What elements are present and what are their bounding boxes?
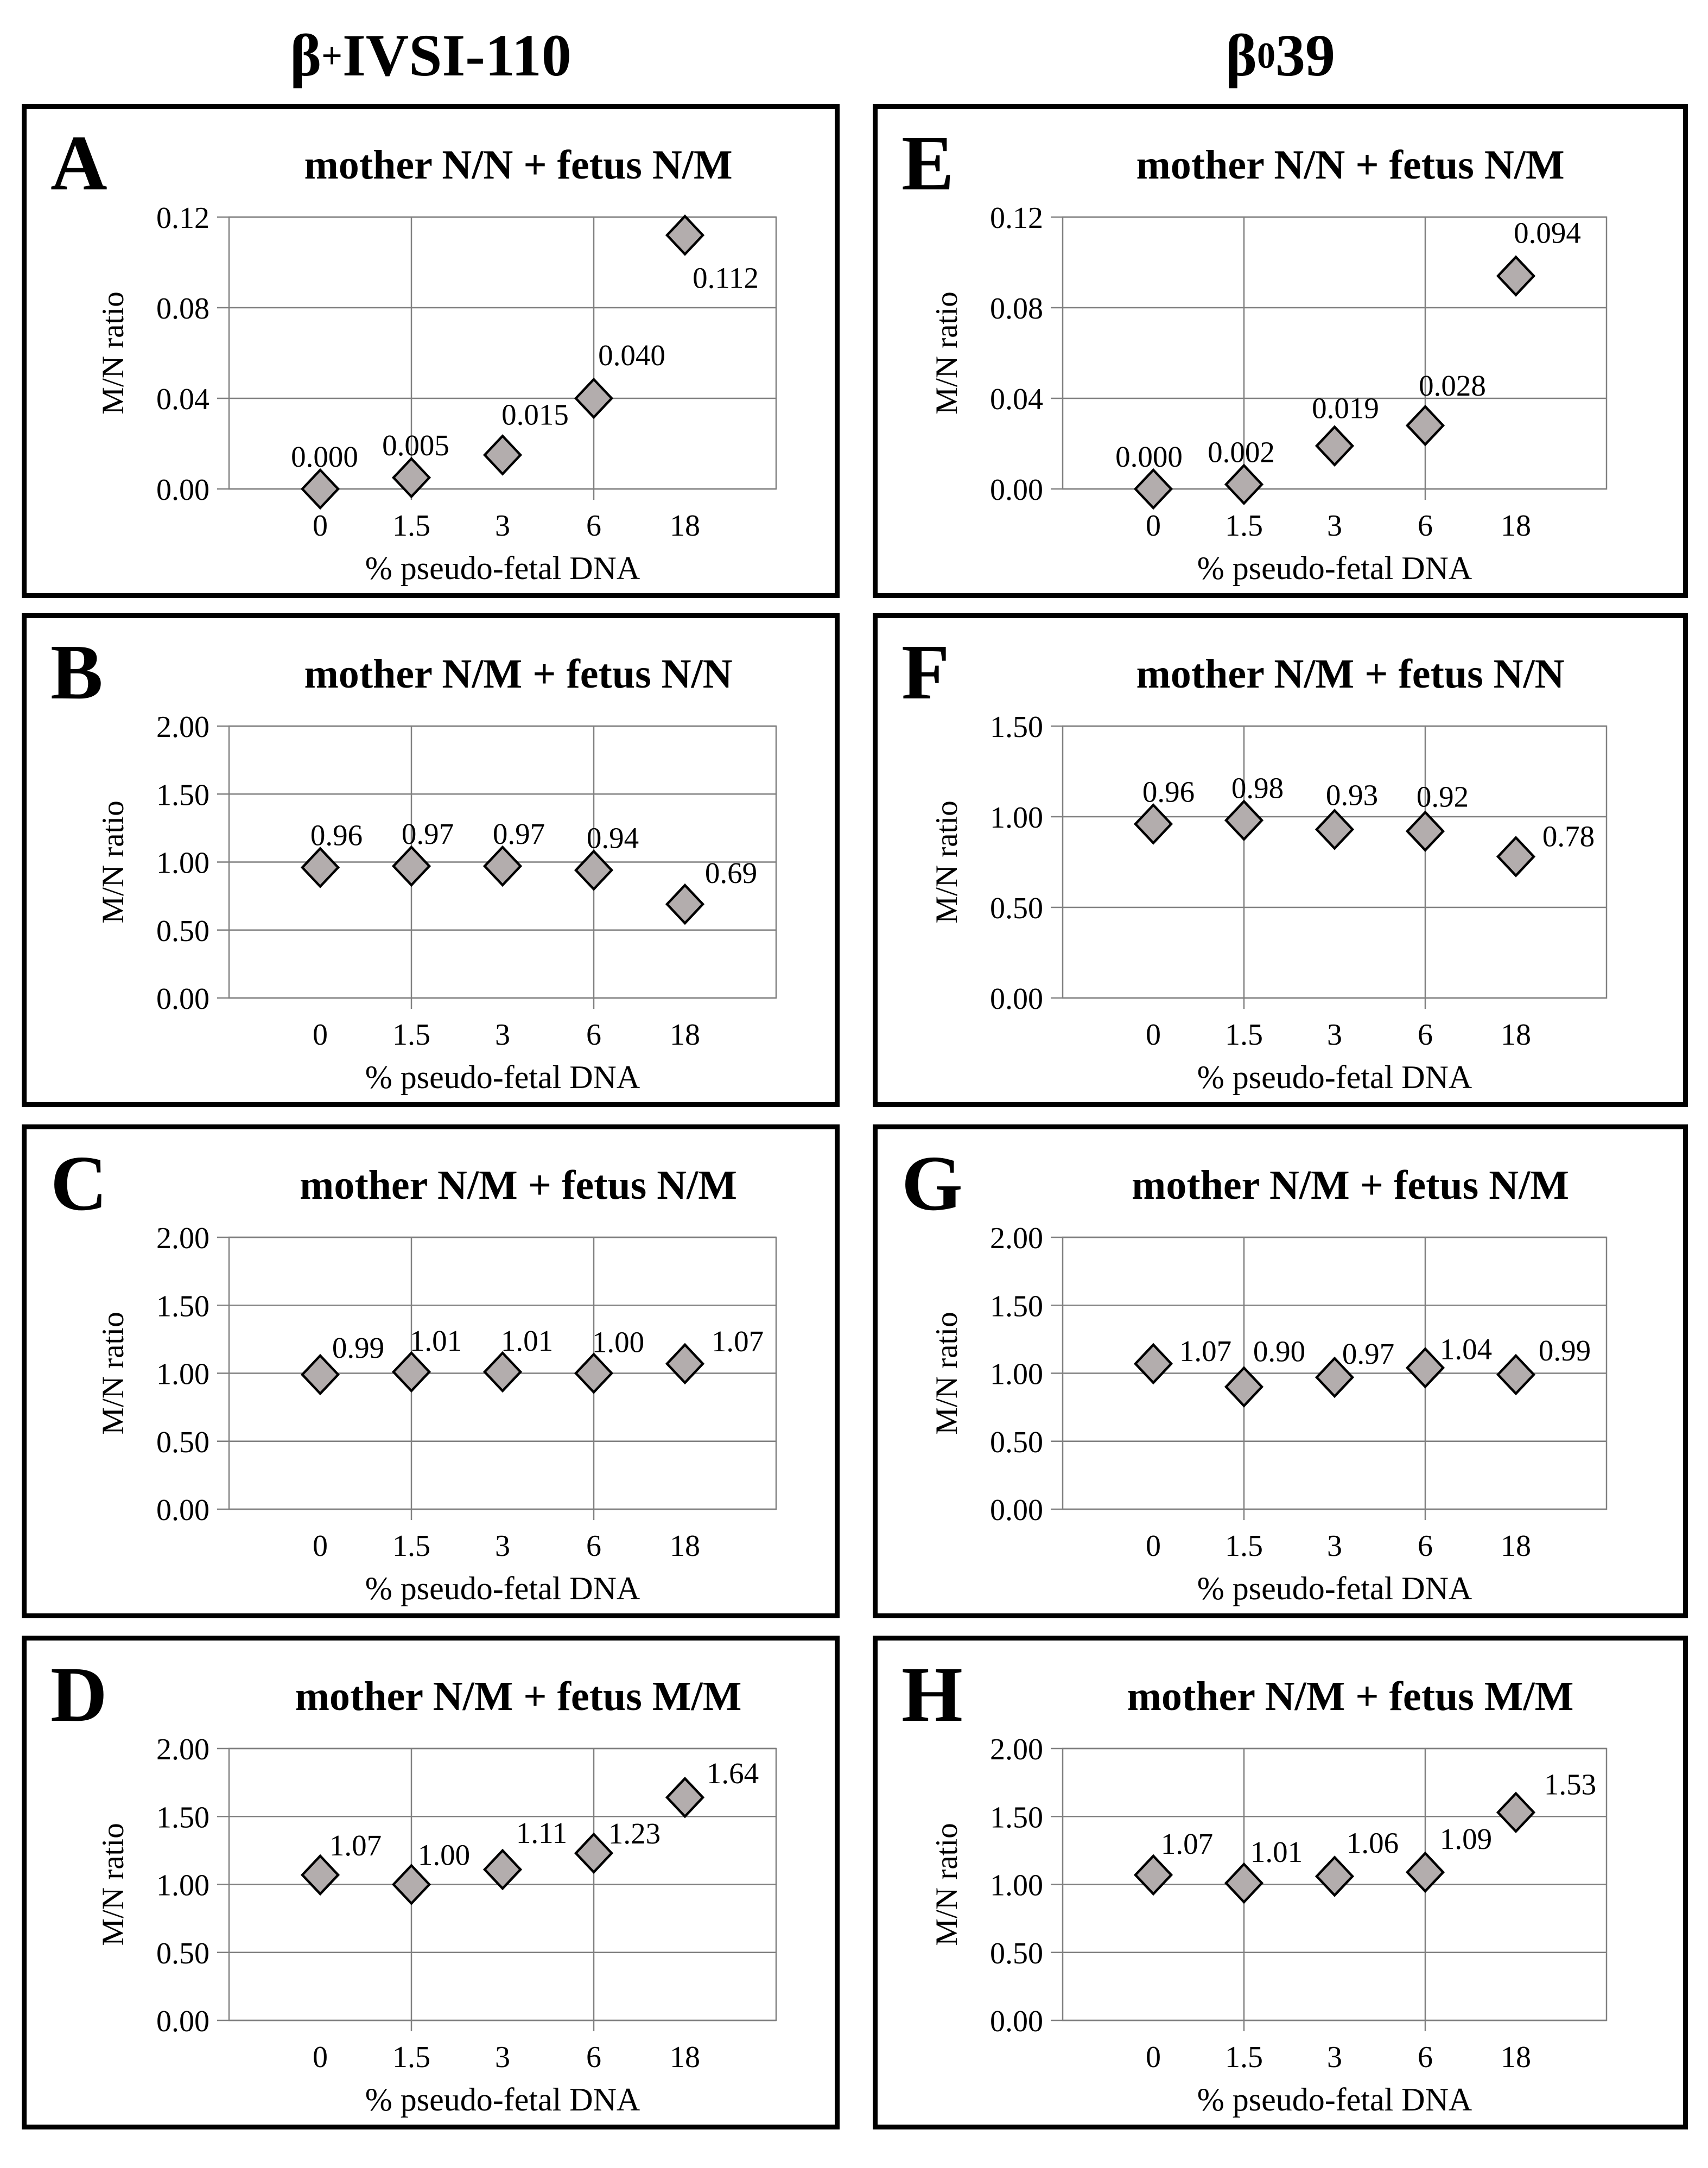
panel-letter: D xyxy=(50,1651,107,1738)
panel-title: mother N/M + fetus N/M xyxy=(300,1162,737,1208)
data-point-label: 0.028 xyxy=(1419,369,1486,403)
data-point-label: 0.99 xyxy=(332,1331,385,1365)
x-tick-label: 6 xyxy=(1418,509,1433,543)
panel-G xyxy=(873,1124,1688,1618)
x-axis-title: % pseudo-fetal DNA xyxy=(1197,2082,1472,2118)
plot-group xyxy=(930,710,1607,1095)
x-axis-title: % pseudo-fetal DNA xyxy=(365,2082,640,2118)
beta-symbol: β xyxy=(1225,22,1257,88)
data-point-label: 1.07 xyxy=(329,1828,382,1862)
data-point-diamond xyxy=(1226,802,1262,840)
data-point-label: 0.019 xyxy=(1312,391,1379,425)
data-point-diamond xyxy=(485,1851,520,1889)
x-tick-label: 6 xyxy=(586,1018,601,1052)
x-tick-label: 0 xyxy=(1146,1529,1161,1563)
data-point-label: 0.094 xyxy=(1514,216,1581,250)
data-point-diamond xyxy=(667,216,703,254)
x-axis-title: % pseudo-fetal DNA xyxy=(1197,1571,1472,1606)
data-point-diamond xyxy=(1407,1349,1443,1387)
y-tick-label: 0.50 xyxy=(156,914,209,948)
y-tick-label: 0.00 xyxy=(990,1493,1043,1527)
y-tick-label: 2.00 xyxy=(990,1222,1043,1255)
x-tick-label: 6 xyxy=(1418,1529,1433,1563)
y-tick-label: 0.00 xyxy=(990,2005,1043,2038)
chart-A xyxy=(27,109,835,593)
y-tick-label: 0.50 xyxy=(156,1425,209,1459)
data-point-label: 0.96 xyxy=(1142,775,1195,809)
data-point-label: 0.040 xyxy=(598,339,665,372)
x-tick-label: 0 xyxy=(1146,2040,1161,2074)
chart-F xyxy=(878,618,1683,1102)
data-point-label: 1.01 xyxy=(1250,1835,1303,1868)
x-tick-label: 0 xyxy=(1146,509,1161,543)
data-point-diamond xyxy=(393,847,429,885)
y-tick-label: 1.50 xyxy=(990,1289,1043,1324)
data-point-diamond xyxy=(576,851,612,889)
data-point-label: 1.11 xyxy=(516,1816,568,1849)
x-axis-title: % pseudo-fetal DNA xyxy=(365,550,640,586)
plot-group xyxy=(930,201,1607,586)
x-tick-label: 1.5 xyxy=(1225,2040,1263,2074)
y-tick-label: 1.00 xyxy=(990,801,1043,835)
data-point-diamond xyxy=(1135,1856,1171,1894)
x-tick-label: 0 xyxy=(313,2040,328,2074)
data-point-label: 0.015 xyxy=(501,398,569,431)
data-point-diamond xyxy=(1407,406,1443,444)
chart-B xyxy=(27,618,835,1102)
data-point-diamond xyxy=(1498,1356,1534,1394)
x-tick-label: 1.5 xyxy=(1225,509,1263,543)
y-axis-title: M/N ratio xyxy=(930,291,964,415)
y-tick-label: 2.00 xyxy=(990,1733,1043,1766)
x-tick-label: 3 xyxy=(495,2040,510,2074)
y-axis-title: M/N ratio xyxy=(96,1823,130,1946)
y-tick-label: 0.08 xyxy=(156,292,209,326)
panel-title: mother N/M + fetus M/M xyxy=(1127,1674,1574,1719)
x-tick-label: 1.5 xyxy=(392,1018,430,1052)
y-tick-label: 0.00 xyxy=(156,2005,209,2038)
panel-title: mother N/M + fetus N/N xyxy=(1136,651,1565,697)
x-tick-label: 18 xyxy=(1501,1529,1531,1563)
data-point-diamond xyxy=(393,1353,429,1391)
mutation-name: IVSI-110 xyxy=(342,22,572,88)
x-tick-label: 0 xyxy=(313,1018,328,1052)
data-point-label: 1.07 xyxy=(1160,1827,1214,1860)
y-axis-title: M/N ratio xyxy=(96,800,130,924)
data-point-label: 1.07 xyxy=(711,1324,764,1358)
y-tick-label: 0.50 xyxy=(990,1936,1043,1970)
x-tick-label: 3 xyxy=(1327,509,1342,543)
data-point-label: 0.112 xyxy=(693,261,759,295)
data-point-label: 1.64 xyxy=(706,1757,759,1790)
panel-E xyxy=(873,104,1688,598)
y-tick-label: 1.50 xyxy=(156,1801,209,1835)
x-axis-title: % pseudo-fetal DNA xyxy=(365,1059,640,1095)
y-tick-label: 1.50 xyxy=(990,1801,1043,1835)
y-axis-title: M/N ratio xyxy=(930,800,964,924)
data-point-diamond xyxy=(1135,470,1171,508)
y-tick-label: 0.08 xyxy=(990,292,1043,326)
column-header-beta0-39: β 0 39 xyxy=(1225,22,1336,88)
chart-G xyxy=(878,1129,1683,1613)
mutation-name: 39 xyxy=(1275,22,1336,88)
y-tick-label: 1.50 xyxy=(156,1289,209,1324)
data-point-label: 0.90 xyxy=(1253,1334,1306,1368)
data-point-label: 1.00 xyxy=(592,1325,645,1359)
panel-title: mother N/N + fetus N/M xyxy=(1136,142,1565,188)
y-tick-label: 1.00 xyxy=(156,1868,209,1903)
y-tick-label: 0.00 xyxy=(990,473,1043,507)
plot-group xyxy=(96,1222,776,1606)
y-tick-label: 1.50 xyxy=(156,778,209,812)
data-point-label: 0.000 xyxy=(291,440,358,473)
y-tick-label: 1.00 xyxy=(990,1357,1043,1391)
beta-symbol: β xyxy=(290,22,322,88)
chart-E xyxy=(878,109,1683,593)
y-tick-label: 2.00 xyxy=(156,1222,209,1255)
data-point-diamond xyxy=(1498,1794,1534,1832)
data-point-label: 0.92 xyxy=(1416,780,1469,813)
data-point-label: 0.97 xyxy=(1342,1337,1395,1371)
data-point-diamond xyxy=(576,1355,612,1393)
data-point-label: 0.97 xyxy=(492,817,545,851)
data-point-diamond xyxy=(302,470,338,508)
x-axis-title: % pseudo-fetal DNA xyxy=(1197,550,1472,586)
y-axis-title: M/N ratio xyxy=(930,1823,964,1946)
y-tick-label: 0.04 xyxy=(990,383,1043,416)
data-point-label: 0.005 xyxy=(382,429,449,462)
panel-letter: A xyxy=(50,120,107,207)
data-point-diamond xyxy=(485,1353,520,1391)
data-point-diamond xyxy=(1317,1857,1353,1895)
data-point-label: 1.53 xyxy=(1544,1768,1597,1801)
y-tick-label: 1.00 xyxy=(156,1357,209,1391)
x-tick-label: 0 xyxy=(313,1529,328,1563)
x-tick-label: 6 xyxy=(1418,2040,1433,2074)
data-point-diamond xyxy=(485,436,520,474)
data-point-label: 0.78 xyxy=(1542,819,1595,853)
data-point-label: 1.09 xyxy=(1439,1822,1493,1855)
x-axis-title: % pseudo-fetal DNA xyxy=(1197,1059,1472,1095)
data-point-diamond xyxy=(485,847,520,885)
y-tick-label: 1.00 xyxy=(990,1868,1043,1903)
x-tick-label: 6 xyxy=(586,2040,601,2074)
panel-title: mother N/M + fetus N/M xyxy=(1132,1162,1569,1208)
data-point-diamond xyxy=(1226,1864,1262,1902)
data-point-diamond xyxy=(667,1778,703,1816)
data-point-diamond xyxy=(667,1345,703,1383)
x-tick-label: 3 xyxy=(1327,1018,1342,1052)
y-tick-label: 0.00 xyxy=(156,982,209,1016)
data-point-diamond xyxy=(576,1834,612,1872)
x-tick-label: 18 xyxy=(670,1018,700,1052)
data-point-label: 0.002 xyxy=(1208,435,1275,469)
data-point-diamond xyxy=(1498,837,1534,875)
x-tick-label: 1.5 xyxy=(1225,1018,1263,1052)
panel-H xyxy=(873,1636,1688,2129)
x-tick-label: 18 xyxy=(670,509,700,543)
column-header-beta-ivsi-110: β + IVSI-110 xyxy=(290,22,572,88)
data-point-label: 0.69 xyxy=(704,856,758,890)
panel-letter: E xyxy=(901,120,954,207)
panel-letter: C xyxy=(50,1140,107,1227)
x-tick-label: 3 xyxy=(495,1529,510,1563)
y-tick-label: 1.00 xyxy=(156,846,209,880)
data-point-label: 0.99 xyxy=(1538,1334,1591,1368)
y-tick-label: 2.00 xyxy=(156,1733,209,1766)
panel-letter: G xyxy=(901,1140,963,1227)
y-tick-label: 0.50 xyxy=(990,1425,1043,1459)
y-tick-label: 1.50 xyxy=(990,710,1043,744)
x-tick-label: 0 xyxy=(1146,1018,1161,1052)
panel-D xyxy=(22,1636,840,2129)
chart-H xyxy=(878,1641,1683,2125)
chart-C xyxy=(27,1129,835,1613)
x-tick-label: 1.5 xyxy=(392,2040,430,2074)
x-tick-label: 18 xyxy=(1501,2040,1531,2074)
panel-B xyxy=(22,613,840,1107)
plot-group xyxy=(96,201,776,586)
data-point-diamond xyxy=(1135,1345,1171,1383)
plot-group xyxy=(96,710,776,1095)
y-tick-label: 0.00 xyxy=(156,1493,209,1527)
x-tick-label: 1.5 xyxy=(1225,1529,1263,1563)
data-point-diamond xyxy=(393,459,429,497)
data-point-diamond xyxy=(1135,805,1171,843)
x-tick-label: 6 xyxy=(586,509,601,543)
data-point-diamond xyxy=(1498,257,1534,295)
x-tick-label: 3 xyxy=(1327,1529,1342,1563)
y-axis-title: M/N ratio xyxy=(930,1312,964,1435)
y-tick-label: 0.50 xyxy=(990,892,1043,925)
x-axis-title: % pseudo-fetal DNA xyxy=(365,1571,640,1606)
y-tick-label: 0.00 xyxy=(156,473,209,507)
x-tick-label: 6 xyxy=(1418,1018,1433,1052)
panel-F xyxy=(873,613,1688,1107)
panel-title: mother N/M + fetus N/N xyxy=(304,651,733,697)
plot-group xyxy=(930,1222,1607,1606)
x-tick-label: 6 xyxy=(586,1529,601,1563)
data-point-diamond xyxy=(576,379,612,417)
data-point-label: 1.00 xyxy=(417,1838,471,1872)
data-point-label: 1.06 xyxy=(1346,1826,1399,1860)
data-point-diamond xyxy=(1407,812,1443,850)
data-point-label: 0.93 xyxy=(1325,778,1379,812)
data-point-label: 1.01 xyxy=(409,1324,462,1357)
data-point-label: 1.23 xyxy=(608,1816,661,1850)
y-tick-label: 0.00 xyxy=(990,982,1043,1016)
y-tick-label: 0.50 xyxy=(156,1936,209,1970)
data-point-label: 1.01 xyxy=(500,1324,554,1357)
x-tick-label: 1.5 xyxy=(392,1529,430,1563)
panel-letter: B xyxy=(50,629,103,716)
plot-group xyxy=(96,1733,776,2118)
x-tick-label: 18 xyxy=(670,1529,700,1563)
panel-letter: H xyxy=(901,1651,963,1738)
plot-group xyxy=(930,1733,1607,2118)
y-axis-title: M/N ratio xyxy=(96,1312,130,1435)
x-tick-label: 3 xyxy=(495,509,510,543)
data-point-label: 0.96 xyxy=(310,818,363,852)
data-point-diamond xyxy=(1226,466,1262,504)
data-point-label: 0.98 xyxy=(1231,771,1284,805)
panel-letter: F xyxy=(901,629,950,716)
panel-A xyxy=(22,104,840,598)
chart-D xyxy=(27,1641,835,2125)
x-tick-label: 3 xyxy=(1327,2040,1342,2074)
x-tick-label: 18 xyxy=(1501,1018,1531,1052)
data-point-label: 0.94 xyxy=(586,821,639,855)
panel-C xyxy=(22,1124,840,1618)
y-tick-label: 0.12 xyxy=(156,201,209,235)
panel-title: mother N/M + fetus M/M xyxy=(295,1674,742,1719)
data-point-label: 1.07 xyxy=(1179,1334,1232,1368)
data-point-diamond xyxy=(302,849,338,887)
panel-title: mother N/N + fetus N/M xyxy=(304,142,733,188)
data-point-diamond xyxy=(1317,427,1353,465)
data-point-label: 1.04 xyxy=(1439,1332,1493,1366)
y-tick-label: 0.12 xyxy=(990,201,1043,235)
data-point-diamond xyxy=(1407,1853,1443,1891)
y-tick-label: 0.04 xyxy=(156,383,209,416)
x-tick-label: 18 xyxy=(1501,509,1531,543)
y-tick-label: 2.00 xyxy=(156,710,209,744)
x-tick-label: 1.5 xyxy=(392,509,430,543)
x-tick-label: 18 xyxy=(670,2040,700,2074)
y-axis-title: M/N ratio xyxy=(96,291,130,415)
data-point-diamond xyxy=(667,885,703,923)
x-tick-label: 0 xyxy=(313,509,328,543)
data-point-label: 0.000 xyxy=(1115,440,1183,473)
x-tick-label: 3 xyxy=(495,1018,510,1052)
data-point-label: 0.97 xyxy=(401,817,454,851)
